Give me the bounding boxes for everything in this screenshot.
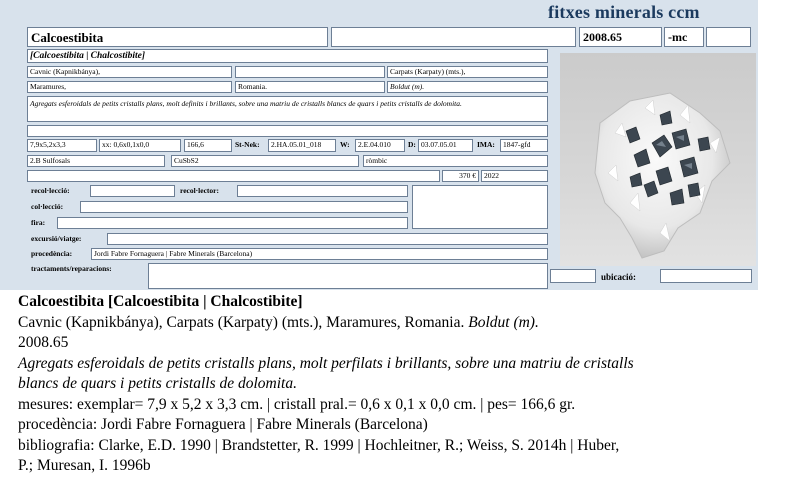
specimen-locality	[18, 313, 788, 334]
description-line-1: Agregats esferoidals de petits cristalls plans, molt perfilats i brillants, sobre una matriu de cristalls	[18, 354, 634, 372]
fira-label: fira:	[31, 218, 46, 227]
ubicacio-field[interactable]	[660, 269, 752, 283]
recolleccio-label: recol·lecció:	[31, 186, 70, 195]
colleccio-label: col·lecció:	[31, 202, 64, 211]
formula-field[interactable]: CuSbS2	[171, 155, 359, 167]
measurements-line: mesures: exemplar= 7,9 x 5,2 x 3,3 cm. | cristall pral.= 0,6 x 0,1 x 0,0 cm. | pes= 166,6 gr.	[18, 395, 576, 413]
st-nek-field[interactable]: 2.HA.05.01_018	[268, 139, 336, 152]
suffix-field[interactable]: -mc	[664, 27, 704, 47]
weight-field[interactable]: 166,6	[184, 139, 232, 152]
locality-text: Cavnic (Kapnikbánya), Carpats (Karpaty) (mts.), Maramures, Romania.	[18, 313, 465, 331]
w-field[interactable]: 2.E.04.010	[355, 139, 405, 152]
author-field[interactable]: Boldut (m).	[387, 81, 548, 93]
year-field[interactable]: 2022	[481, 170, 548, 182]
procedencia-field[interactable]: Jordi Fabre Fornaguera | Fabre Minerals (Barcelona)	[91, 248, 548, 260]
blank-notes-field[interactable]	[412, 185, 548, 229]
fira-field[interactable]	[57, 217, 408, 229]
tractaments-label: tractaments/reparacions:	[31, 264, 112, 273]
d-label: D:	[408, 140, 416, 149]
mineral-specimen-image	[560, 53, 756, 266]
blank-locality-field[interactable]	[235, 66, 385, 78]
class-field[interactable]: 2.B Sulfosals	[27, 155, 165, 167]
description-field[interactable]: Agregats esferoidals de petits cristalls plans, molt definits i brillants, sobre una matriu de cristalls blancs de quars i petits cristalls de dolomita.	[27, 96, 548, 122]
locality-field[interactable]: Cavnic (Kapnikbánya),	[27, 66, 232, 78]
mineral-photo	[560, 53, 756, 266]
st-nek-label: St-Nek:	[235, 140, 260, 149]
price-field[interactable]: 370 €	[442, 170, 479, 182]
procedencia-line: procedència: Jordi Fabre Fornaguera | Fabre Minerals (Barcelona)	[18, 416, 428, 433]
blank-field-2[interactable]	[706, 27, 751, 47]
blank-ubicacio-prefix-field[interactable]	[550, 269, 596, 283]
ima-field[interactable]: 1847-gfd	[500, 139, 548, 152]
dimensions-field[interactable]: 7,9x5,2x3,3	[27, 139, 97, 152]
tractaments-field[interactable]	[148, 263, 548, 289]
excursio-label: excursió/viatge:	[31, 234, 82, 243]
blank-row-field[interactable]	[27, 125, 548, 137]
specimen-title: Calcoestibita [Calcoestibita | Chalcostibite]	[18, 293, 303, 310]
description-line-2: blancs de quars i petits cristalls de dolomita.	[18, 375, 297, 392]
colleccio-field[interactable]	[80, 201, 408, 213]
country-field[interactable]: Romania.	[235, 81, 385, 93]
ubicacio-label: ubicació:	[601, 272, 636, 282]
d-field[interactable]: 03.07.05.01	[418, 139, 473, 152]
excursio-field[interactable]	[107, 233, 548, 245]
header-title: fitxes minerals ccm	[548, 2, 700, 22]
county-field[interactable]: Maramures,	[27, 81, 232, 93]
recollector-label: recol·lector:	[180, 186, 220, 195]
bibliography-line-1: bibliografia: Clarke, E.D. 1990 | Brandstetter, R. 1999 | Hochleitner, R.; Weiss, S. 2014h | Huber,	[18, 436, 620, 454]
locality-author: Boldut (m).	[468, 313, 539, 331]
w-label: W:	[340, 140, 350, 149]
recolleccio-field[interactable]	[90, 185, 175, 197]
recollector-field[interactable]	[237, 185, 408, 197]
synonyms-field[interactable]: [Calcoestibita | Chalcostibite]	[27, 49, 548, 63]
bibliography-line-2: P.; Muresan, I. 1996b	[18, 457, 151, 474]
specimen-code: 2008.65	[18, 334, 69, 351]
code-field[interactable]: 2008.65	[579, 27, 662, 47]
blank-field-1[interactable]	[331, 27, 576, 47]
crystal-system-field[interactable]: ròmbic	[363, 155, 548, 167]
ima-label: IMA:	[477, 140, 495, 149]
blank-price-row-field[interactable]	[27, 170, 440, 182]
mineral-name-field[interactable]: Calcoestibita	[27, 27, 328, 47]
procedencia-label: procedència:	[31, 249, 73, 258]
crystal-size-field[interactable]: xx: 0,6x0,1x0,0	[99, 139, 181, 152]
region-field[interactable]: Carpats (Karpaty) (mts.),	[387, 66, 548, 78]
specimen-text	[18, 292, 788, 477]
